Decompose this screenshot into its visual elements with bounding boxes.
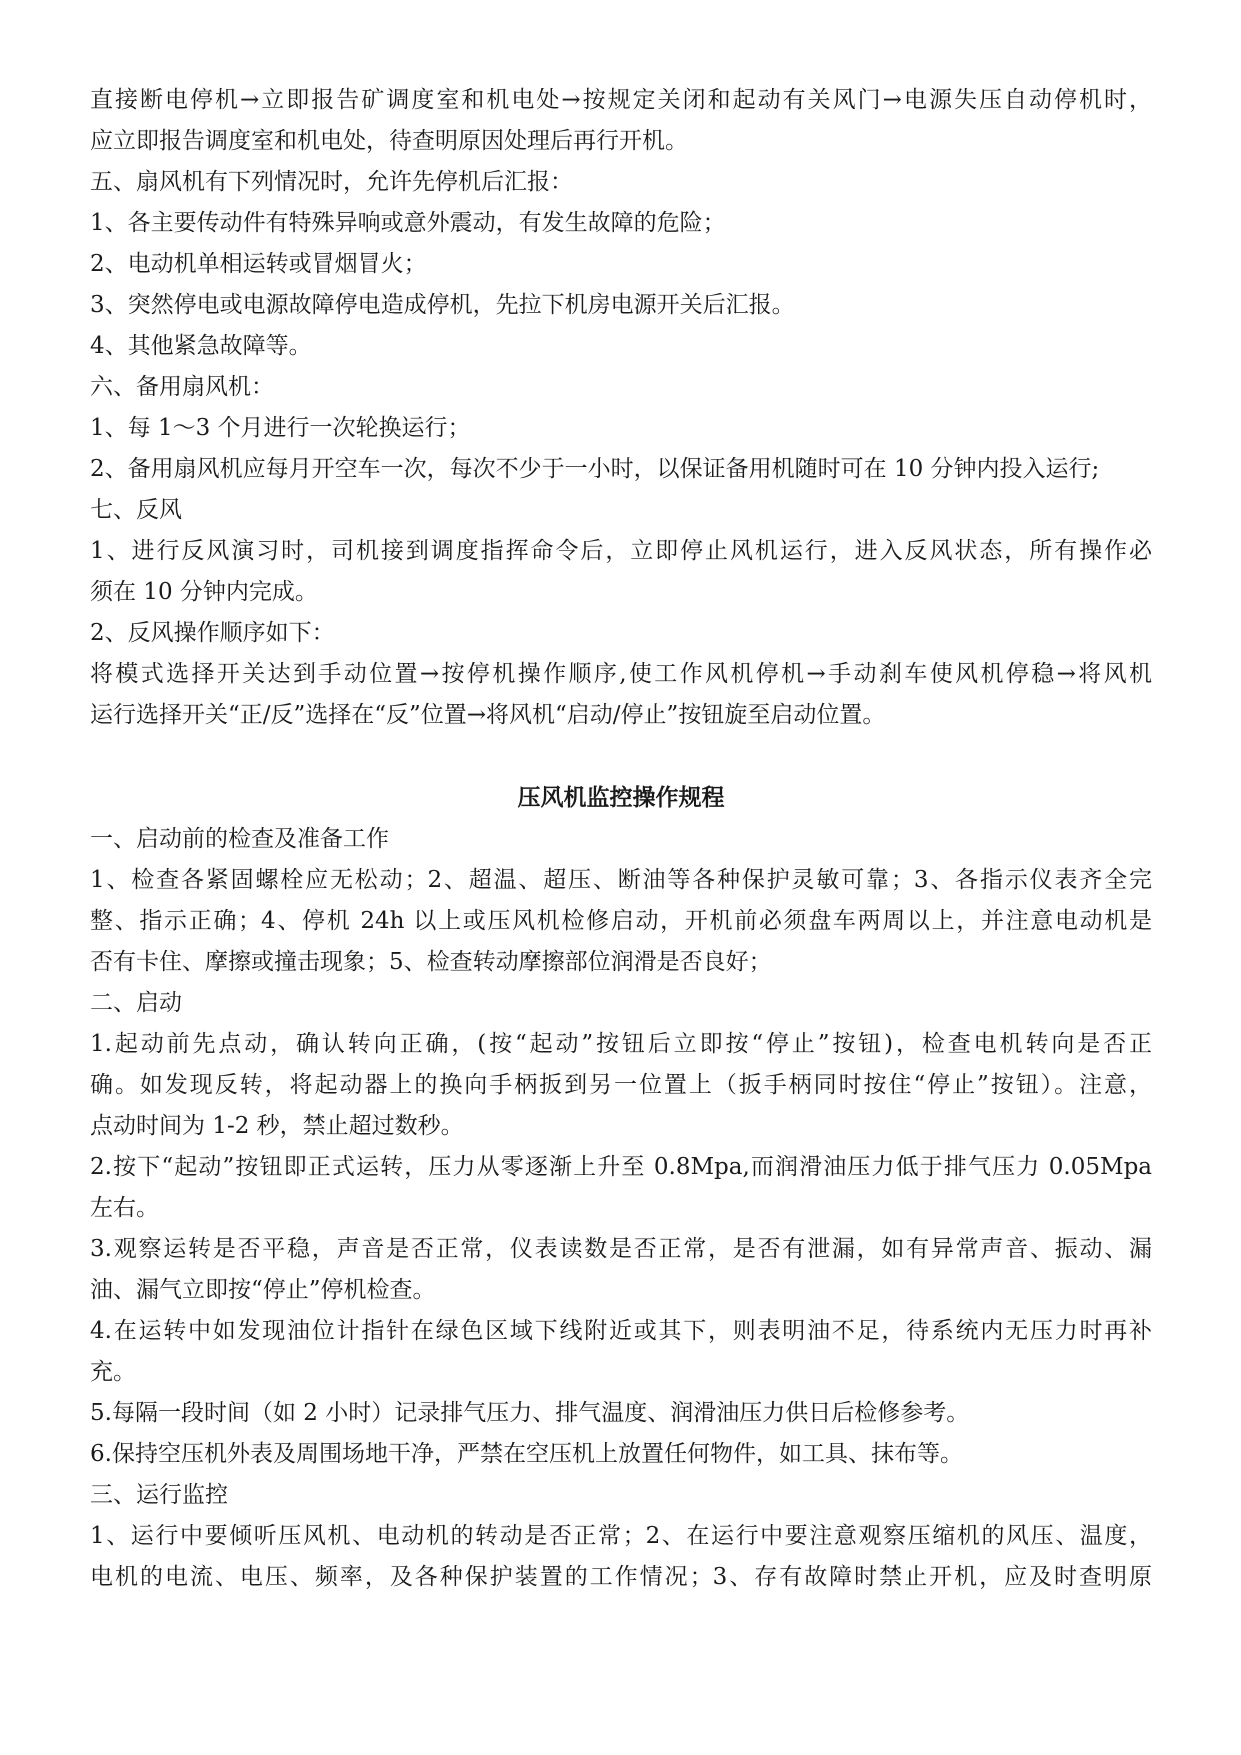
text-line: 油、漏气立即按“停止”停机检查。 bbox=[90, 1277, 436, 1303]
text-line: 5.每隔一段时间（如 2 小时）记录排气压力、排气温度、润滑油压力供日后检修参考。 bbox=[90, 1400, 970, 1426]
section-gap bbox=[90, 736, 1152, 778]
text-line: 确。如发现反转，将起动器上的换向手柄扳到另一位置上（扳手柄同时按住“停止”按钮）。注意， bbox=[90, 1072, 1152, 1098]
text-line: 应立即报告调度室和机电处，待查明原因处理后再行开机。 bbox=[90, 128, 688, 154]
text-line: 七、反风 bbox=[90, 497, 182, 523]
text-line: 1.起动前先点动，确认转向正确，(按“起动”按钮后立即按“停止”按钮)，检查电机转向是否正 bbox=[90, 1031, 1152, 1057]
document-page bbox=[90, 80, 1152, 1598]
text-line: 须在 10 分钟内完成。 bbox=[90, 579, 318, 605]
text-line: 左右。 bbox=[90, 1195, 159, 1221]
text-line: 3.观察运转是否平稳，声音是否正常，仪表读数是否正常，是否有泄漏，如有异常声音、振动、漏 bbox=[90, 1236, 1152, 1262]
text-line: 充。 bbox=[90, 1359, 136, 1385]
text-line: 4.在运转中如发现油位计指针在绿色区域下线附近或其下，则表明油不足，待系统内无压力时再补 bbox=[90, 1318, 1152, 1344]
text-line: 4、其他紧急故障等。 bbox=[90, 333, 312, 359]
text-line: 2、备用扇风机应每月开空车一次，每次不少于一小时，以保证备用机随时可在 10 分钟内投入运行; bbox=[90, 456, 1100, 482]
text-line: 将模式选择开关达到手动位置→按停机操作顺序,使工作风机停机→手动刹车使风机停稳→将风机 bbox=[90, 661, 1152, 687]
text-line: 1、每 1～3 个月进行一次轮换运行； bbox=[90, 415, 471, 441]
text-line: 1、各主要传动件有特殊异响或意外震动，有发生故障的危险； bbox=[90, 210, 726, 236]
text-line: 二、启动 bbox=[90, 990, 182, 1016]
section-title: 压风机监控操作规程 bbox=[517, 785, 725, 811]
procedure-text-bottom bbox=[90, 819, 1152, 1598]
text-line: 运行选择开关“正/反”选择在“反”位置→将风机“启动/停止”按钮旋至启动位置。 bbox=[90, 702, 886, 728]
text-line: 3、突然停电或电源故障停电造成停机，先拉下机房电源开关后汇报。 bbox=[90, 292, 795, 318]
text-line: 1、检查各紧固螺栓应无松动；2、超温、超压、断油等各种保护灵敏可靠；3、各指示仪表齐全完 bbox=[90, 867, 1152, 893]
text-line: 六、备用扇风机： bbox=[90, 374, 274, 400]
text-line: 6.保持空压机外表及周围场地干净，严禁在空压机上放置任何物件，如工具、抹布等。 bbox=[90, 1441, 963, 1467]
text-line: 1、进行反风演习时，司机接到调度指挥命令后，立即停止风机运行，进入反风状态，所有操作必 bbox=[90, 538, 1152, 564]
text-line: 点动时间为 1-2 秒，禁止超过数秒。 bbox=[90, 1113, 464, 1139]
text-line: 五、扇风机有下列情况时，允许先停机后汇报： bbox=[90, 169, 573, 195]
text-line: 直接断电停机→立即报告矿调度室和机电处→按规定关闭和起动有关风门→电源失压自动停机时， bbox=[90, 87, 1152, 113]
text-line: 三、运行监控 bbox=[90, 1482, 228, 1508]
text-line: 2.按下“起动”按钮即正式运转，压力从零逐渐上升至 0.8Mpa,而润滑油压力低于排气压力 0.05Mpa bbox=[90, 1154, 1152, 1180]
text-line: 电机的电流、电压、频率，及各种保护装置的工作情况；3、存有故障时禁止开机，应及时查明原 bbox=[90, 1564, 1152, 1590]
text-line: 一、启动前的检查及准备工作 bbox=[90, 826, 389, 852]
text-line: 2、电动机单相运转或冒烟冒火； bbox=[90, 251, 427, 277]
text-line: 2、反风操作顺序如下： bbox=[90, 620, 335, 646]
text-line: 整、指示正确；4、停机 24h 以上或压风机检修启动，开机前必须盘车两周以上，并注意电动机是 bbox=[90, 908, 1152, 934]
text-line: 1、运行中要倾听压风机、电动机的转动是否正常；2、在运行中要注意观察压缩机的风压、温度， bbox=[90, 1523, 1152, 1549]
text-line: 否有卡住、摩擦或撞击现象；5、检查转动摩擦部位润滑是否良好； bbox=[90, 949, 772, 975]
procedure-text-top bbox=[90, 80, 1152, 736]
